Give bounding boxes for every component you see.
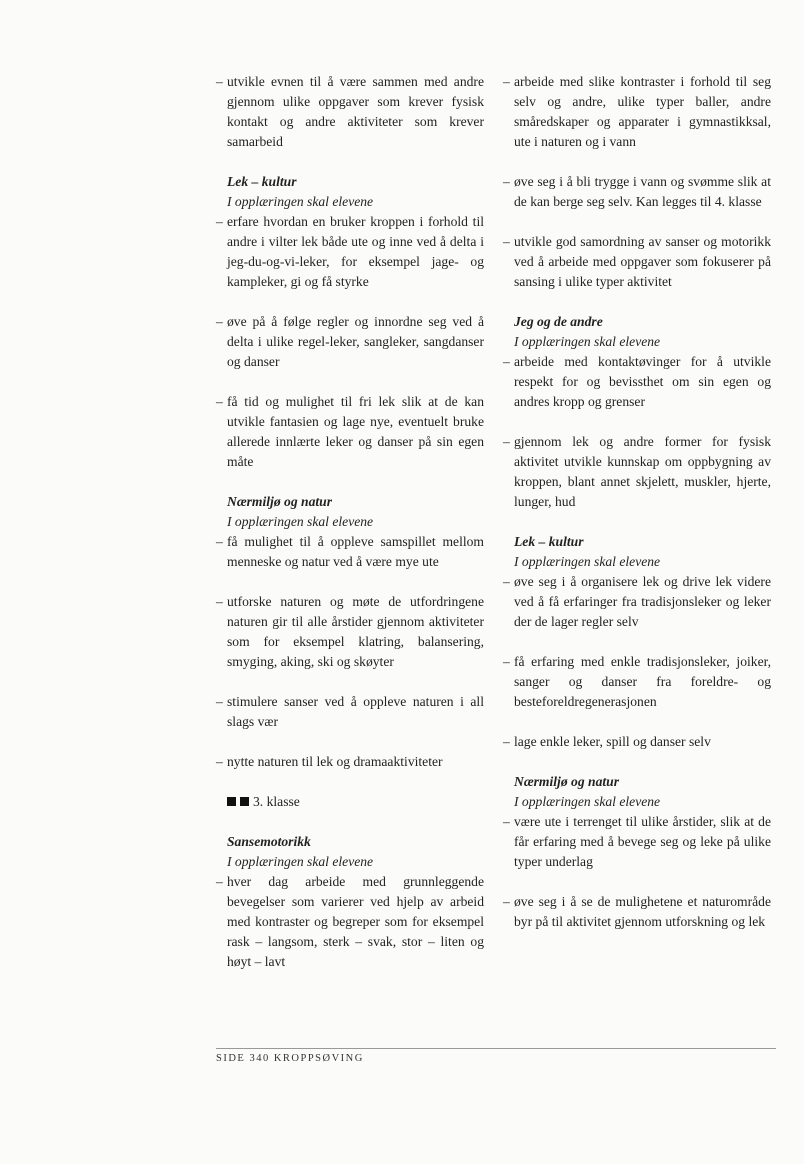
list-item: – få mulighet til å oppleve samspillet mellom menneske og natur ved å være mye ute bbox=[216, 532, 484, 572]
page-footer: SIDE 340 KROPPSØVING bbox=[216, 1053, 364, 1064]
list-item: – nytte naturen til lek og dramaaktiviteter bbox=[216, 752, 484, 772]
list-item: – erfare hvordan en bruker kroppen i forhold til andre i vilter lek både ute og inne ved å delta i jeg-du-og-vi-leker, for eksempel jage- og kampleker, gi og få styrke bbox=[216, 212, 484, 292]
section-subheading: I opplæringen skal elevene bbox=[227, 514, 374, 529]
section-subheading: I opplæringen skal elevene bbox=[514, 794, 661, 809]
list-item: – hver dag arbeide med grunnleggende bevegelser som varierer ved hjelp av arbeid med kontraster og begreper som for eksempel rask – langsom, sterk – svak, stor – liten og høyt – lavt bbox=[216, 872, 484, 972]
list-item: – gjennom lek og andre former for fysisk aktivitet utvikle kunnskap om oppbygning av kroppen, blant annet skjelett, muskler, hjerte, lunger, hud bbox=[503, 432, 771, 512]
footer-divider bbox=[216, 1048, 776, 1049]
list-item: – utvikle evnen til å være sammen med andre gjennom ulike oppgaver som krever fysisk kontakt og andre aktiviteter som krever samarbeid bbox=[216, 72, 484, 152]
section-subheading: I opplæringen skal elevene bbox=[514, 554, 661, 569]
list-item: – arbeide med kontaktøvinger for å utvikle respekt for og bevissthet om sin egen og andres kropp og grenser bbox=[503, 352, 771, 412]
section-heading-lek-kultur: Lek – kultur bbox=[227, 174, 297, 189]
section-subheading: I opplæringen skal elevene bbox=[227, 194, 374, 209]
grade-title bbox=[216, 792, 484, 812]
list-item: – utvikle god samordning av sanser og motorikk ved å arbeide med oppgaver som fokuserer på sansing i ulike typer aktivitet bbox=[503, 232, 771, 292]
left-column bbox=[216, 72, 484, 992]
section-heading-naermiljo: Nærmiljø og natur bbox=[227, 494, 332, 509]
section-heading-naermiljo: Nærmiljø og natur bbox=[514, 774, 619, 789]
section-subheading: I opplæringen skal elevene bbox=[514, 334, 661, 349]
section-heading-jeg-andre: Jeg og de andre bbox=[514, 314, 603, 329]
list-item: – stimulere sanser ved å oppleve naturen i all slags vær bbox=[216, 692, 484, 732]
grade-title-text: 3. klasse bbox=[253, 794, 300, 809]
list-item: – øve seg i å organisere lek og drive lek videre ved å få erfaringer fra tradisjonsleker og leker der de lager regler selv bbox=[503, 572, 771, 632]
list-item: – få erfaring med enkle tradisjonsleker, joiker, sanger og danser fra foreldre- og besteforeldregenerasjonen bbox=[503, 652, 771, 712]
list-item: – utforske naturen og møte de utfordringene naturen gir til alle årstider gjennom aktiviteter som for eksempel klatring, balansering, smyging, aking, ski og skøyter bbox=[216, 592, 484, 672]
list-item: – lage enkle leker, spill og danser selv bbox=[503, 732, 771, 752]
section-heading-sansemotorikk: Sansemotorikk bbox=[227, 834, 311, 849]
list-item: – være ute i terrenget til ulike årstider, slik at de får erfaring med å bevege seg og leke på ulike typer underlag bbox=[503, 812, 771, 872]
square-bullet-icon bbox=[240, 797, 249, 806]
list-item: – øve på å følge regler og innordne seg ved å delta i ulike regel-leker, sangleker, sangdanser og danser bbox=[216, 312, 484, 372]
list-item: – øve seg i å bli trygge i vann og svømme slik at de kan berge seg selv. Kan legges til 4. klasse bbox=[503, 172, 771, 212]
section-heading-lek-kultur: Lek – kultur bbox=[514, 534, 584, 549]
square-bullet-icon bbox=[227, 797, 236, 806]
list-item: – arbeide med slike kontraster i forhold til seg selv og andre, ulike typer baller, andre småredskaper og apparater i gymnastikksal, ute i naturen og i vann bbox=[503, 72, 771, 152]
right-column bbox=[503, 72, 771, 952]
section-subheading: I opplæringen skal elevene bbox=[227, 854, 374, 869]
list-item: – få tid og mulighet til fri lek slik at de kan utvikle fantasien og lage nye, eventuelt bruke allerede innlærte leker og danser på sin egen måte bbox=[216, 392, 484, 472]
list-item: – øve seg i å se de mulighetene et naturområde byr på til aktivitet gjennom utforskning og lek bbox=[503, 892, 771, 932]
